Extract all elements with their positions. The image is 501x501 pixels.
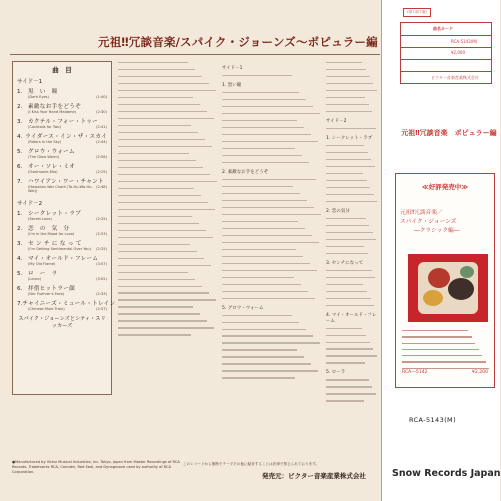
track-subtitle-row — [17, 292, 107, 296]
text-line — [326, 159, 371, 160]
text-line — [222, 242, 319, 243]
text-line — [402, 343, 475, 344]
text-line — [118, 83, 209, 84]
track-duration: (2:29) — [96, 170, 107, 174]
track-number: 5. — [17, 271, 23, 277]
track-duration: (2:30) — [96, 110, 107, 114]
text-line — [118, 167, 203, 168]
text-line — [118, 251, 197, 252]
obi-side-title: 元祖‼冗談音楽 ポピュラー編 — [401, 129, 497, 137]
text-line — [222, 329, 306, 330]
cover-art-figure — [423, 290, 443, 306]
notes-column-2 — [222, 62, 322, 384]
copyright-note: このレコードから無断でテープその他に録音することは法律で禁じられております。 — [183, 462, 320, 466]
regcard-price: ¥2,000 — [451, 50, 465, 55]
regcard-rule — [401, 59, 491, 60]
text-line — [326, 400, 364, 401]
track-duration: (2:48) — [96, 185, 107, 189]
text-line — [118, 265, 211, 266]
text-line — [326, 362, 365, 363]
publisher-name: 発売元：ビクター音楽産業株式会社 — [262, 472, 366, 480]
text-line — [326, 232, 373, 233]
text-line — [326, 128, 376, 129]
track-english-title: (Dark Eyes) — [28, 95, 49, 99]
tracklist-heading: 曲 目 — [52, 66, 72, 74]
track-english-title: (Chinese Mule Train) — [28, 307, 65, 311]
track-duration: (2:25) — [96, 217, 107, 221]
track-title: マイ・オールド・フレーム — [28, 256, 99, 262]
track-number: 2. — [17, 104, 23, 110]
text-line — [222, 356, 304, 357]
text-line — [326, 173, 363, 174]
text-line — [326, 246, 364, 247]
side2-label: サイド－2 — [17, 201, 43, 207]
title-rule — [10, 54, 380, 55]
regcard-rule — [401, 71, 491, 72]
text-line — [326, 298, 371, 299]
text-line — [222, 298, 315, 299]
notes-column-3 — [326, 62, 378, 407]
text-line — [222, 284, 301, 285]
text-line — [118, 188, 194, 189]
track-subtitle-row — [17, 307, 107, 311]
notes-heading: 2. 素敵なお手をどうぞ — [222, 169, 269, 175]
track-duration: (2:41) — [96, 125, 107, 129]
track-title: シークレット・ラブ — [28, 211, 81, 217]
track-duration: (2:53) — [96, 232, 107, 236]
text-line — [326, 111, 372, 112]
text-line — [326, 253, 368, 254]
track-subtitle-row — [17, 185, 107, 193]
text-line — [118, 174, 210, 175]
track-title: セ ン チ に な っ て — [28, 241, 82, 247]
text-line — [118, 216, 192, 217]
text-line — [326, 393, 376, 394]
text-line — [118, 306, 193, 307]
track-title: 恋 の 気 分 — [28, 226, 70, 232]
track-row — [17, 239, 107, 247]
text-line — [118, 160, 196, 161]
track-english-title: (I'm in the Mood for Love) — [28, 232, 75, 236]
text-line — [326, 225, 369, 226]
track-subtitle-row — [17, 262, 107, 266]
track-subtitle-row — [17, 140, 107, 144]
track-english-title: (Hawaiian War Chant (Ta-Hu-Wa-Hu-Wai)) — [28, 185, 93, 193]
text-line — [222, 200, 307, 201]
text-line — [118, 97, 193, 98]
notes-heading: 5. ローラ — [326, 370, 346, 376]
text-line — [118, 90, 216, 91]
text-line — [326, 180, 367, 181]
text-line — [118, 244, 190, 245]
track-subtitle-row — [17, 232, 107, 236]
track-title: ライダース・イン・ザ・スカイ — [25, 134, 107, 140]
text-line — [118, 223, 199, 224]
text-line — [222, 106, 313, 107]
text-line — [222, 270, 317, 271]
text-line — [118, 327, 214, 328]
text-line — [118, 230, 206, 231]
text-line — [326, 104, 369, 105]
text-line — [118, 181, 217, 182]
text-line — [326, 291, 367, 292]
album-title: 元祖‼冗談音楽/スパイク・ジョーンズ〜ポピュラー編 — [98, 35, 378, 49]
track-row — [17, 254, 107, 262]
text-line — [118, 62, 188, 63]
text-line — [326, 305, 374, 306]
text-line — [326, 218, 366, 219]
text-line — [118, 320, 207, 321]
text-line — [402, 330, 468, 331]
text-line — [118, 125, 191, 126]
track-duration: (2:25) — [96, 247, 107, 251]
text-line — [326, 145, 364, 146]
text-line — [222, 127, 304, 128]
text-line — [222, 349, 297, 350]
text-line — [222, 120, 297, 121]
text-line — [118, 132, 198, 133]
track-subtitle-row — [17, 95, 107, 99]
track-title: ハワイアン・ワー・チャント — [28, 179, 104, 185]
track-english-title: (The Glow Worm) — [28, 155, 60, 159]
text-line — [402, 349, 479, 350]
cover-art-figure — [448, 278, 474, 300]
text-line — [326, 90, 377, 91]
text-line — [222, 92, 299, 93]
text-line — [222, 99, 306, 100]
text-line — [402, 336, 472, 337]
text-line — [118, 195, 201, 196]
side1-label: サイド－1 — [17, 79, 43, 85]
text-line — [326, 277, 375, 278]
notes-heading: 3. センチになって — [326, 260, 364, 266]
text-line — [118, 279, 195, 280]
track-subtitle-row — [17, 217, 107, 221]
text-line — [326, 152, 368, 153]
artist-credit: スパイク・ジョーンズとシティ・スリッカーズ — [18, 316, 106, 329]
track-number: 6. — [17, 286, 23, 292]
text-line — [222, 315, 292, 316]
text-line — [326, 187, 370, 188]
text-line — [222, 155, 302, 156]
text-line — [222, 113, 320, 114]
promo-title-line1: 元祖‼冗談音楽／ — [400, 210, 443, 216]
notes-heading: 5. グロウ・ウォーム — [222, 305, 264, 311]
text-line — [326, 76, 370, 77]
promo-price: ¥2,200 — [471, 370, 488, 375]
track-english-title: (My Old Flame) — [28, 262, 56, 266]
notes-column-1 — [118, 62, 218, 341]
track-title: ロ ー ラ — [28, 271, 58, 277]
promo-cover-art — [408, 254, 488, 322]
regcard-label: ビクター音楽産業株式会社 — [431, 75, 479, 80]
text-line — [222, 249, 296, 250]
text-line — [222, 235, 312, 236]
tracklist-box — [12, 61, 116, 395]
track-title: 拝借ヒットラー顔 — [28, 286, 75, 292]
track-subtitle-row — [17, 277, 107, 281]
track-row — [17, 87, 107, 95]
text-line — [222, 263, 310, 264]
track-english-title: (Riders in the Sky) — [28, 140, 62, 144]
track-duration: (2:44) — [96, 140, 107, 144]
text-line — [118, 139, 205, 140]
text-line — [222, 141, 318, 142]
track-number: 6. — [17, 164, 23, 170]
promo-title-line2: スパイク・ジョーンズ — [400, 219, 457, 225]
track-row — [17, 117, 107, 125]
promo-heading: ≪好評発売中≫ — [421, 183, 469, 191]
text-line — [222, 193, 300, 194]
track-title: 黒 い 瞳 — [28, 89, 58, 95]
text-line — [222, 335, 313, 336]
text-line — [222, 291, 308, 292]
text-line — [326, 379, 369, 380]
track-row — [17, 162, 107, 170]
text-line — [326, 270, 372, 271]
promo-catalog-number: RCA―5142 — [402, 370, 428, 375]
track-english-title: (Secret Love) — [28, 217, 52, 221]
text-line — [222, 363, 311, 364]
text-line — [118, 202, 208, 203]
promo-title-line3: ―クラシック編― — [414, 228, 460, 234]
text-line — [118, 118, 214, 119]
catalog-number: RCA-5143(M) — [409, 416, 457, 424]
text-line — [118, 237, 213, 238]
manufactured-note: ●Manufactured by Victor Musical Industries, Inc. Tokyo, Japan from Master Recordings of RCA Records. Trademarks RCA, Camden, Red Seal, and Dynagroove used by authority of RCA Corporation. — [12, 460, 180, 474]
cover-art-figure — [428, 268, 450, 288]
text-line — [222, 207, 314, 208]
text-line — [326, 62, 362, 63]
text-line — [222, 148, 295, 149]
text-line — [222, 186, 293, 187]
track-row — [17, 209, 107, 217]
track-title: グロウ・ウォーム — [28, 149, 75, 155]
track-row — [17, 299, 116, 307]
track-subtitle-row — [17, 155, 107, 159]
watermark: Snow Records Japan — [392, 468, 501, 479]
text-line — [118, 299, 216, 300]
text-line — [222, 134, 311, 135]
text-line — [118, 292, 209, 293]
track-subtitle-row — [17, 125, 107, 129]
side1-list — [17, 87, 107, 193]
text-line — [326, 239, 376, 240]
text-line — [118, 111, 207, 112]
text-line — [402, 361, 486, 362]
text-line — [326, 201, 377, 202]
track-english-title: (I'm Getting Sentimental Over You) — [28, 247, 91, 251]
notes-heading: 1. 黒い瞳 — [222, 82, 242, 88]
text-line — [326, 342, 370, 343]
text-line — [326, 355, 377, 356]
track-row — [17, 147, 107, 155]
notes-heading: 1. シークレット・ラブ — [326, 135, 373, 141]
text-line — [326, 386, 372, 387]
track-duration: (3:02) — [96, 277, 107, 281]
promo-box — [395, 173, 495, 388]
track-row — [17, 132, 107, 140]
print-stamp: (帯１面１版) — [403, 8, 431, 17]
track-row — [17, 177, 107, 185]
track-duration: (2:57) — [96, 307, 107, 311]
track-number: 2. — [17, 226, 23, 232]
text-line — [326, 83, 373, 84]
promo-description — [402, 330, 490, 374]
track-number: 3. — [17, 119, 23, 125]
text-line — [118, 69, 195, 70]
text-line — [222, 75, 292, 76]
track-number: 5. — [17, 149, 23, 155]
track-duration: (3:07) — [96, 262, 107, 266]
notes-heading: サイド－2 — [326, 118, 347, 124]
registration-card — [400, 22, 492, 84]
text-line — [326, 348, 373, 349]
track-english-title: (Der Fuehrer's Face) — [28, 292, 65, 296]
text-line — [222, 322, 299, 323]
track-number: 7. — [17, 301, 23, 307]
track-row — [17, 284, 107, 292]
regcard-rule — [401, 47, 491, 48]
track-english-title: (Cocktails for Two) — [28, 125, 62, 129]
track-number: 1. — [17, 89, 23, 95]
text-line — [326, 335, 366, 336]
track-title: 素敵なお手をどうぞ — [28, 104, 82, 110]
track-number: 4. — [17, 134, 23, 140]
text-line — [222, 162, 309, 163]
track-number: 3. — [17, 241, 23, 247]
track-subtitle-row — [17, 247, 107, 251]
track-title: チャイニーズ・ミュール・トレイン — [22, 301, 116, 307]
text-line — [222, 256, 303, 257]
track-duration: (2:56) — [96, 155, 107, 159]
notes-heading: 2. 恋の気分 — [326, 208, 350, 214]
track-subtitle-row — [17, 110, 107, 114]
track-duration: (2:33) — [96, 292, 107, 296]
text-line — [402, 355, 482, 356]
track-row — [17, 224, 107, 232]
text-line — [118, 153, 189, 154]
track-english-title: (Oselmonie-Mio) — [28, 170, 58, 174]
text-line — [222, 277, 294, 278]
text-line — [222, 370, 318, 371]
text-line — [222, 377, 295, 378]
text-line — [402, 368, 489, 369]
text-line — [118, 258, 204, 259]
text-line — [222, 179, 316, 180]
regcard-rule — [401, 35, 491, 36]
text-line — [222, 221, 298, 222]
text-line — [118, 76, 202, 77]
track-row — [17, 269, 107, 277]
text-line — [118, 286, 202, 287]
text-line — [326, 328, 362, 329]
track-duration: (1:40) — [96, 95, 107, 99]
track-row — [17, 102, 107, 110]
text-line — [326, 284, 363, 285]
text-line — [222, 342, 320, 343]
track-english-title: (Laura) — [28, 277, 41, 281]
text-line — [118, 272, 188, 273]
side2-list — [17, 209, 116, 311]
text-line — [118, 146, 212, 147]
text-line — [326, 69, 366, 70]
text-line — [222, 214, 321, 215]
track-title: カクテル・フォー・トゥー — [28, 119, 99, 125]
text-line — [118, 334, 191, 335]
track-english-title: (I Kiss Your Hand Madame) — [28, 110, 77, 114]
notes-heading: 4. マイ・オールド・フレーム — [326, 312, 377, 324]
track-number: 4. — [17, 256, 23, 262]
text-line — [326, 97, 365, 98]
text-line — [222, 228, 305, 229]
text-line — [118, 104, 200, 105]
cover-art-figure — [460, 266, 474, 278]
regcard-title: 曲名カード — [433, 26, 453, 31]
text-line — [326, 194, 374, 195]
track-number: 7. — [17, 179, 23, 185]
track-title: オー・ソレ・ミオ — [28, 164, 76, 170]
track-number: 1. — [17, 211, 23, 217]
regcard-catno: RCA-5143(M) — [451, 39, 478, 44]
track-subtitle-row — [17, 170, 107, 174]
text-line — [118, 209, 215, 210]
text-line — [118, 313, 200, 314]
notes-heading: サイド－1 — [222, 66, 243, 71]
text-line — [326, 166, 375, 167]
